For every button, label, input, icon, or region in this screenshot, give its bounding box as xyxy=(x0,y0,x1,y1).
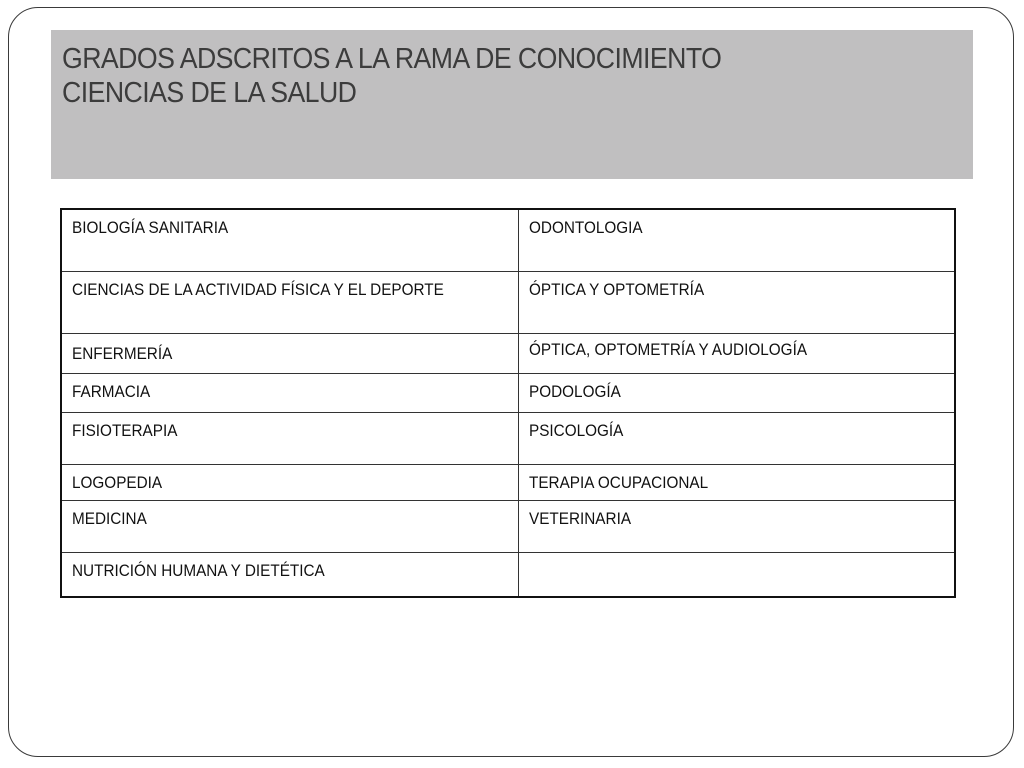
degree-name: BIOLOGÍA SANITARIA xyxy=(72,218,229,237)
title-banner xyxy=(51,30,973,179)
table-cell xyxy=(518,500,955,552)
table-row xyxy=(61,500,955,552)
degree-name: PODOLOGÍA xyxy=(528,381,621,401)
table-cell xyxy=(61,464,518,500)
table-cell xyxy=(518,412,955,464)
table-cell xyxy=(518,373,955,412)
slide-title-line-1: GRADOS ADSCRITOS A LA RAMA DE CONOCIMIENTO xyxy=(62,43,722,75)
table-row xyxy=(61,412,955,464)
table-cell xyxy=(61,209,518,271)
table-row xyxy=(61,373,955,412)
table-cell xyxy=(518,464,955,500)
degree-name: PSICOLOGÍA xyxy=(528,420,623,440)
degree-name: ÓPTICA Y OPTOMETRÍA xyxy=(528,279,704,299)
degree-name: ENFERMERÍA xyxy=(72,343,173,363)
degree-name: ÓPTICA, OPTOMETRÍA Y AUDIOLOGÍA xyxy=(528,339,807,359)
table-row xyxy=(61,333,955,373)
degree-name: NUTRICIÓN HUMANA Y DIETÉTICA xyxy=(72,560,325,580)
table-row xyxy=(61,552,955,597)
table-cell xyxy=(61,373,518,412)
table-row xyxy=(61,209,955,271)
table-row xyxy=(61,271,955,333)
slide-title xyxy=(62,42,721,110)
degree-name: TERAPIA OCUPACIONAL xyxy=(528,472,708,492)
table-cell-empty xyxy=(518,552,955,597)
degrees-table xyxy=(60,208,956,598)
degree-name: ODONTOLOGIA xyxy=(528,218,643,237)
table-cell xyxy=(61,552,518,597)
table-cell xyxy=(61,333,518,373)
degree-name: LOGOPEDIA xyxy=(72,472,163,492)
table-cell xyxy=(518,333,955,373)
degree-name: CIENCIAS DE LA ACTIVIDAD FÍSICA Y EL DEPORTE xyxy=(72,279,444,299)
table-cell xyxy=(61,412,518,464)
table-cell xyxy=(518,271,955,333)
degree-name: MEDICINA xyxy=(72,508,147,528)
table-cell xyxy=(518,209,955,271)
table-cell xyxy=(61,500,518,552)
degree-name: FARMACIA xyxy=(72,381,151,401)
table-cell xyxy=(61,271,518,333)
table-row xyxy=(61,464,955,500)
degree-name: FISIOTERAPIA xyxy=(72,420,178,440)
degree-name: VETERINARIA xyxy=(528,508,631,528)
slide-title-line-2: CIENCIAS DE LA SALUD xyxy=(62,77,357,109)
